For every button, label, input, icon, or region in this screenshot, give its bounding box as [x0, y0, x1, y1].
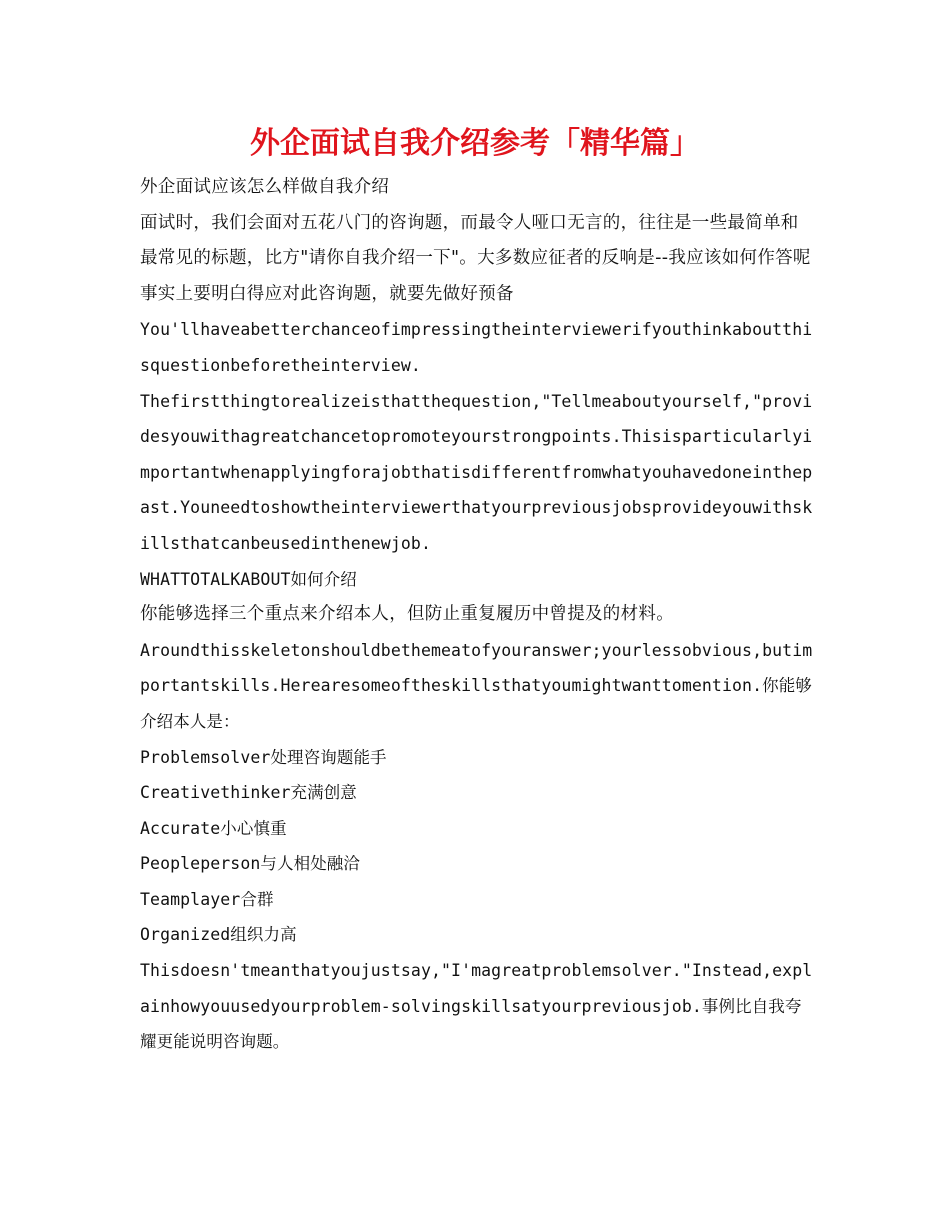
paragraph-english-1: You'llhaveabetterchanceofimpressingtheinterviewerifyouthinkaboutthisquestionbeforetheinterview. [140, 320, 813, 375]
document-page [140, 118, 814, 1060]
list-item-team-player: Teamplayer合群 [140, 889, 274, 909]
list-item-people-person: Peopleperson与人相处融洽 [140, 854, 361, 874]
paragraph-subtitle: 外企面试应该怎么样做自我介绍 [140, 177, 390, 197]
section-heading-what-to-talk-about: WHATTOTALKABOUT如何介绍 [140, 569, 357, 589]
paragraph-prepare: 事实上要明白得应对此咨询题，就要先做好预备 [140, 283, 514, 304]
paragraph-intro: 面试时，我们会面对五花八门的咨询题，而最令人哑口无言的，往往是一些最简单和最常见的标题，比方"请你自我介绍一下"。大多数应征者的反响是--我应该如何作答呢 [140, 212, 811, 269]
list-item-organized: Organized组织力高 [140, 925, 297, 945]
list-item-problem-solver: Problemsolver处理咨询题能手 [140, 747, 387, 767]
paragraph-english-4: Thisdoesn'tmeanthatyoujustsay,"I'magreatproblemsolver."Instead,explainhowyouusedyourproblem-solvingskillsatyourpreviousjob.事例比自我夸耀更能说明咨询题。 [140, 961, 813, 1052]
document-title: 外企面试自我介绍参考「精华篇」 [250, 126, 700, 161]
list-item-creative-thinker: Creativethinker充满创意 [140, 783, 357, 803]
paragraph-english-3: Aroundthisskeletonshouldbethemeatofyouranswer;yourlessobvious,butimportantskills.Herearesomeoftheskillsthatyoumightwanttomention.你能够介绍本人是： [140, 640, 813, 731]
paragraph-three-points: 你能够选择三个重点来介绍本人，但防止重复履历中曾提及的材料。 [140, 604, 674, 625]
paragraph-english-2: Thefirstthingtorealizeisthatthequestion,"Tellmeaboutyourself,"providesyouwithagreatchancetopromoteyourstrongpoints.Thisisparticularlyimportantwhenapplyingforajobthatisdifferentfromwhatyouhavedoneinthepast.Youneedtoshowtheinterviewerthatyourpreviousjobsprovideyouwithskillsthatcanbeusedinthenewjob. [140, 391, 813, 553]
list-item-accurate: Accurate小心慎重 [140, 818, 287, 838]
